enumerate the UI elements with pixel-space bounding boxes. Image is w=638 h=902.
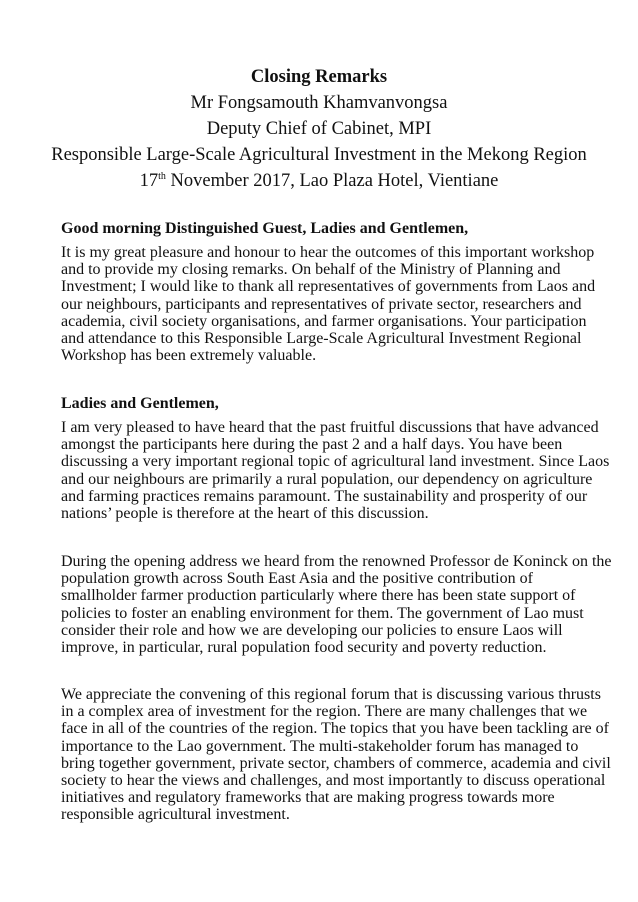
- paragraph-line: responsible agricultural investment.: [61, 806, 290, 824]
- paragraph-line: I am very pleased to have heard that the past fruitful discussions that have advanced: [61, 419, 599, 436]
- date-suffix: th: [158, 171, 166, 182]
- paragraph-line: and attendance to this Responsible Large-Scale Agricultural Investment Regional: [61, 330, 582, 348]
- paragraph-line: improve, in particular, rural population food security and poverty reduction.: [61, 639, 547, 657]
- paragraph-line: our neighbours, participants and representatives of private sector, researchers and: [61, 295, 582, 313]
- paragraph-line: and to provide my closing remarks. On behalf of the Ministry of Planning and: [61, 261, 561, 279]
- event-date-location: [0, 168, 638, 194]
- paragraph: [61, 244, 595, 364]
- paragraph-line: discussing a very important regional topic of agricultural land investment. Since Laos: [61, 453, 610, 471]
- document-header: [0, 64, 638, 194]
- paragraph-line: initiatives and regulatory frameworks that are making progress towards more: [61, 789, 555, 807]
- paragraph-line: It is my great pleasure and honour to hear the outcomes of this important workshop: [61, 244, 595, 261]
- paragraph: [61, 419, 609, 522]
- section-heading: Good morning Distinguished Guest, Ladies and Gentlemen,: [61, 220, 469, 237]
- document-title: Closing Remarks: [250, 67, 388, 87]
- paragraph-line: amongst the participants here during the past 2 and a half days. You have been: [61, 436, 563, 454]
- paragraph: [61, 553, 612, 656]
- paragraph-line: population growth across South East Asia and the positive contribution of: [61, 570, 533, 588]
- paragraph-line: During the opening address we heard from the renowned Professor de Koninck on the: [61, 553, 612, 570]
- section-heading: Ladies and Gentlemen,: [61, 395, 219, 412]
- date-rest: November 2017, Lao Plaza Hotel, Vientiane: [165, 171, 499, 191]
- date-day: 17: [139, 171, 159, 191]
- paragraph-line: nations’ people is therefore at the heart of this discussion.: [61, 505, 429, 523]
- paragraph-line: face in all of the countries of the region. The topics that you have been tackling are of: [61, 720, 609, 738]
- paragraph-line: academia, civil society organisations, and farmer organisations. Your participation: [61, 312, 587, 330]
- paragraph-line: in a complex area of investment for the region. There are many challenges that we: [61, 703, 588, 721]
- paragraph-line: importance to the Lao government. The multi-stakeholder forum has managed to: [61, 737, 579, 755]
- paragraph-line: bring together government, private sector, chambers of commerce, academia and civil: [61, 754, 611, 772]
- paragraph-line: and farming practices remains paramount. The sustainability and prosperity of our: [61, 487, 588, 505]
- paragraph-line: and our neighbours are primarily a rural population, our dependency on agriculture: [61, 470, 593, 488]
- paragraph: [61, 686, 611, 824]
- paragraph-line: society to hear the views and challenges, and most importantly to discuss operational: [61, 772, 606, 790]
- paragraph-line: smallholder farmer production particularly where there has been state support of: [61, 587, 576, 605]
- speaker-position: Deputy Chief of Cabinet, MPI: [206, 119, 432, 139]
- paragraph-line: Workshop has been extremely valuable.: [61, 347, 317, 365]
- paragraph-line: policies to foster an enabling environment for them. The government of Lao must: [61, 604, 584, 622]
- speaker-name: Mr Fongsamouth Khamvanvongsa: [190, 93, 448, 113]
- paragraph-line: We appreciate the convening of this regional forum that is discussing various thrusts: [61, 686, 601, 703]
- event-name: Responsible Large-Scale Agricultural Investment in the Mekong Region: [51, 145, 587, 165]
- paragraph-line: consider their role and how we are developing our policies to ensure Laos will: [61, 621, 563, 639]
- paragraph-line: Investment; I would like to thank all representatives of governments from Laos and: [61, 278, 596, 296]
